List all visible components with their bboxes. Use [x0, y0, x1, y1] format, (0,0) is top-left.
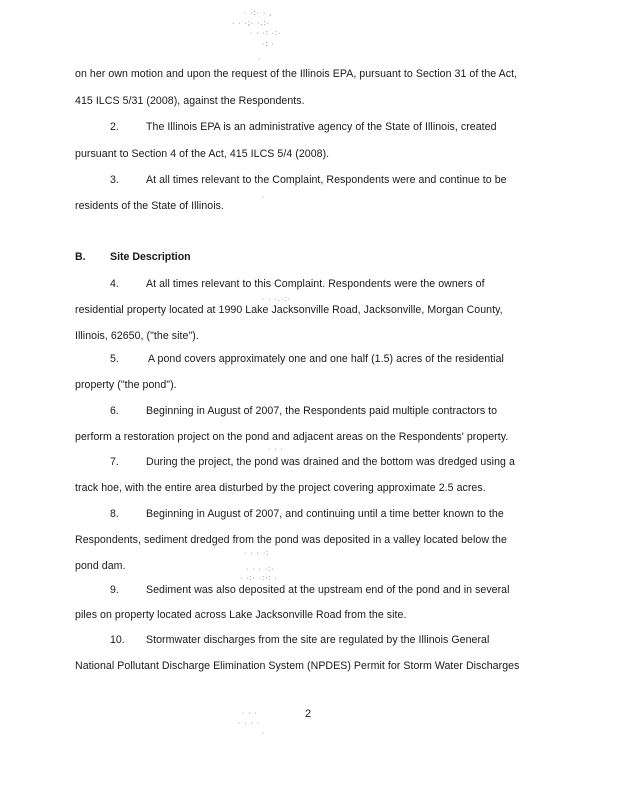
paragraph-line: pond dam.	[75, 560, 126, 572]
paragraph-number: 9.	[110, 584, 119, 596]
paragraph-line: National Pollutant Discharge Elimination System (NPDES) Permit for Storm Water Discharges	[75, 660, 520, 672]
paragraph-number: 5.	[110, 353, 119, 365]
paragraph-number: 3.	[110, 174, 119, 186]
paragraph-line: Beginning in August of 2007, the Respondents paid multiple contractors to	[146, 405, 498, 417]
paragraph-line: Sediment was also deposited at the upstream end of the pond and in several	[146, 584, 510, 596]
intro-line-2: 415 ILCS 5/31 (2008), against the Respondents.	[75, 95, 305, 107]
paragraph-number: 7.	[110, 456, 119, 468]
paragraph-line: perform a restoration project on the pond and adjacent areas on the Respondents' property.	[75, 431, 509, 443]
scan-noise: ·	[262, 194, 266, 201]
scan-noise: ·: ·	[262, 41, 275, 48]
intro-line-1: on her own motion and upon the request of the Illinois EPA, pursuant to Section 31 of the Act,	[75, 68, 518, 80]
paragraph-line: Stormwater discharges from the site are regulated by the Illinois General	[146, 634, 490, 646]
page-number: 2	[305, 708, 312, 720]
section-title: Site Description	[110, 251, 191, 263]
paragraph-line: At all times relevant to the Complaint, Respondents were and continue to be	[146, 174, 507, 186]
scan-noise: ·	[262, 730, 266, 737]
paragraph-line: Illinois, 62650, ("the site").	[75, 330, 199, 342]
paragraph-line: track hoe, with the entire area disturbed by the project covering approximate 2.5 acres.	[75, 482, 486, 494]
section-letter: B.	[75, 251, 86, 263]
paragraph-line: pursuant to Section 4 of the Act, 415 ILCS 5/4 (2008).	[75, 148, 330, 160]
scan-noise: · · ·	[268, 446, 284, 453]
scan-noise: · · · ·:·	[246, 566, 275, 573]
scan-noise: · · · ·:	[244, 550, 270, 557]
scan-noise: ·	[258, 56, 262, 63]
paragraph-line: piles on property located across Lake Jacksonville Road from the site.	[75, 609, 407, 621]
paragraph-line: A pond covers approximately one and one half (1.5) acres of the residential	[148, 353, 504, 365]
paragraph-line: residents of the State of Illinois.	[75, 200, 224, 212]
paragraph-line: The Illinois EPA is an administrative agency of the State of Illinois, created	[146, 121, 497, 133]
paragraph-line: residential property located at 1990 Lake Jacksonville Road, Jacksonville, Morgan County,	[75, 304, 503, 316]
scan-noise: · ·:· · ,	[244, 10, 273, 17]
paragraph-line: During the project, the pond was drained and the bottom was dredged using a	[146, 456, 515, 468]
scan-noise: · · · ·	[238, 720, 261, 727]
scan-noise: · · ·;· ·.:·	[232, 20, 270, 27]
paragraph-number: 2.	[110, 121, 119, 133]
paragraph-line: property ("the pond").	[75, 379, 177, 391]
scan-noise: · ·:· ·:·: ·	[240, 575, 278, 582]
paragraph-number: 8.	[110, 508, 119, 520]
paragraph-line: Respondents, sediment dredged from the pond was deposited in a valley located below the	[75, 534, 507, 546]
paragraph-number: 4.	[110, 278, 119, 290]
paragraph-number: 6.	[110, 405, 119, 417]
scan-noise: · · ·: ·:·	[250, 30, 282, 37]
scan-noise: · · ·.·:·	[262, 296, 291, 303]
paragraph-line: At all times relevant to this Complaint. Respondents were the owners of	[146, 278, 485, 290]
scan-noise: · · ·	[242, 710, 258, 717]
paragraph-line: Beginning in August of 2007, and continuing until a time better known to the	[146, 508, 504, 520]
paragraph-number: 10.	[110, 634, 125, 646]
